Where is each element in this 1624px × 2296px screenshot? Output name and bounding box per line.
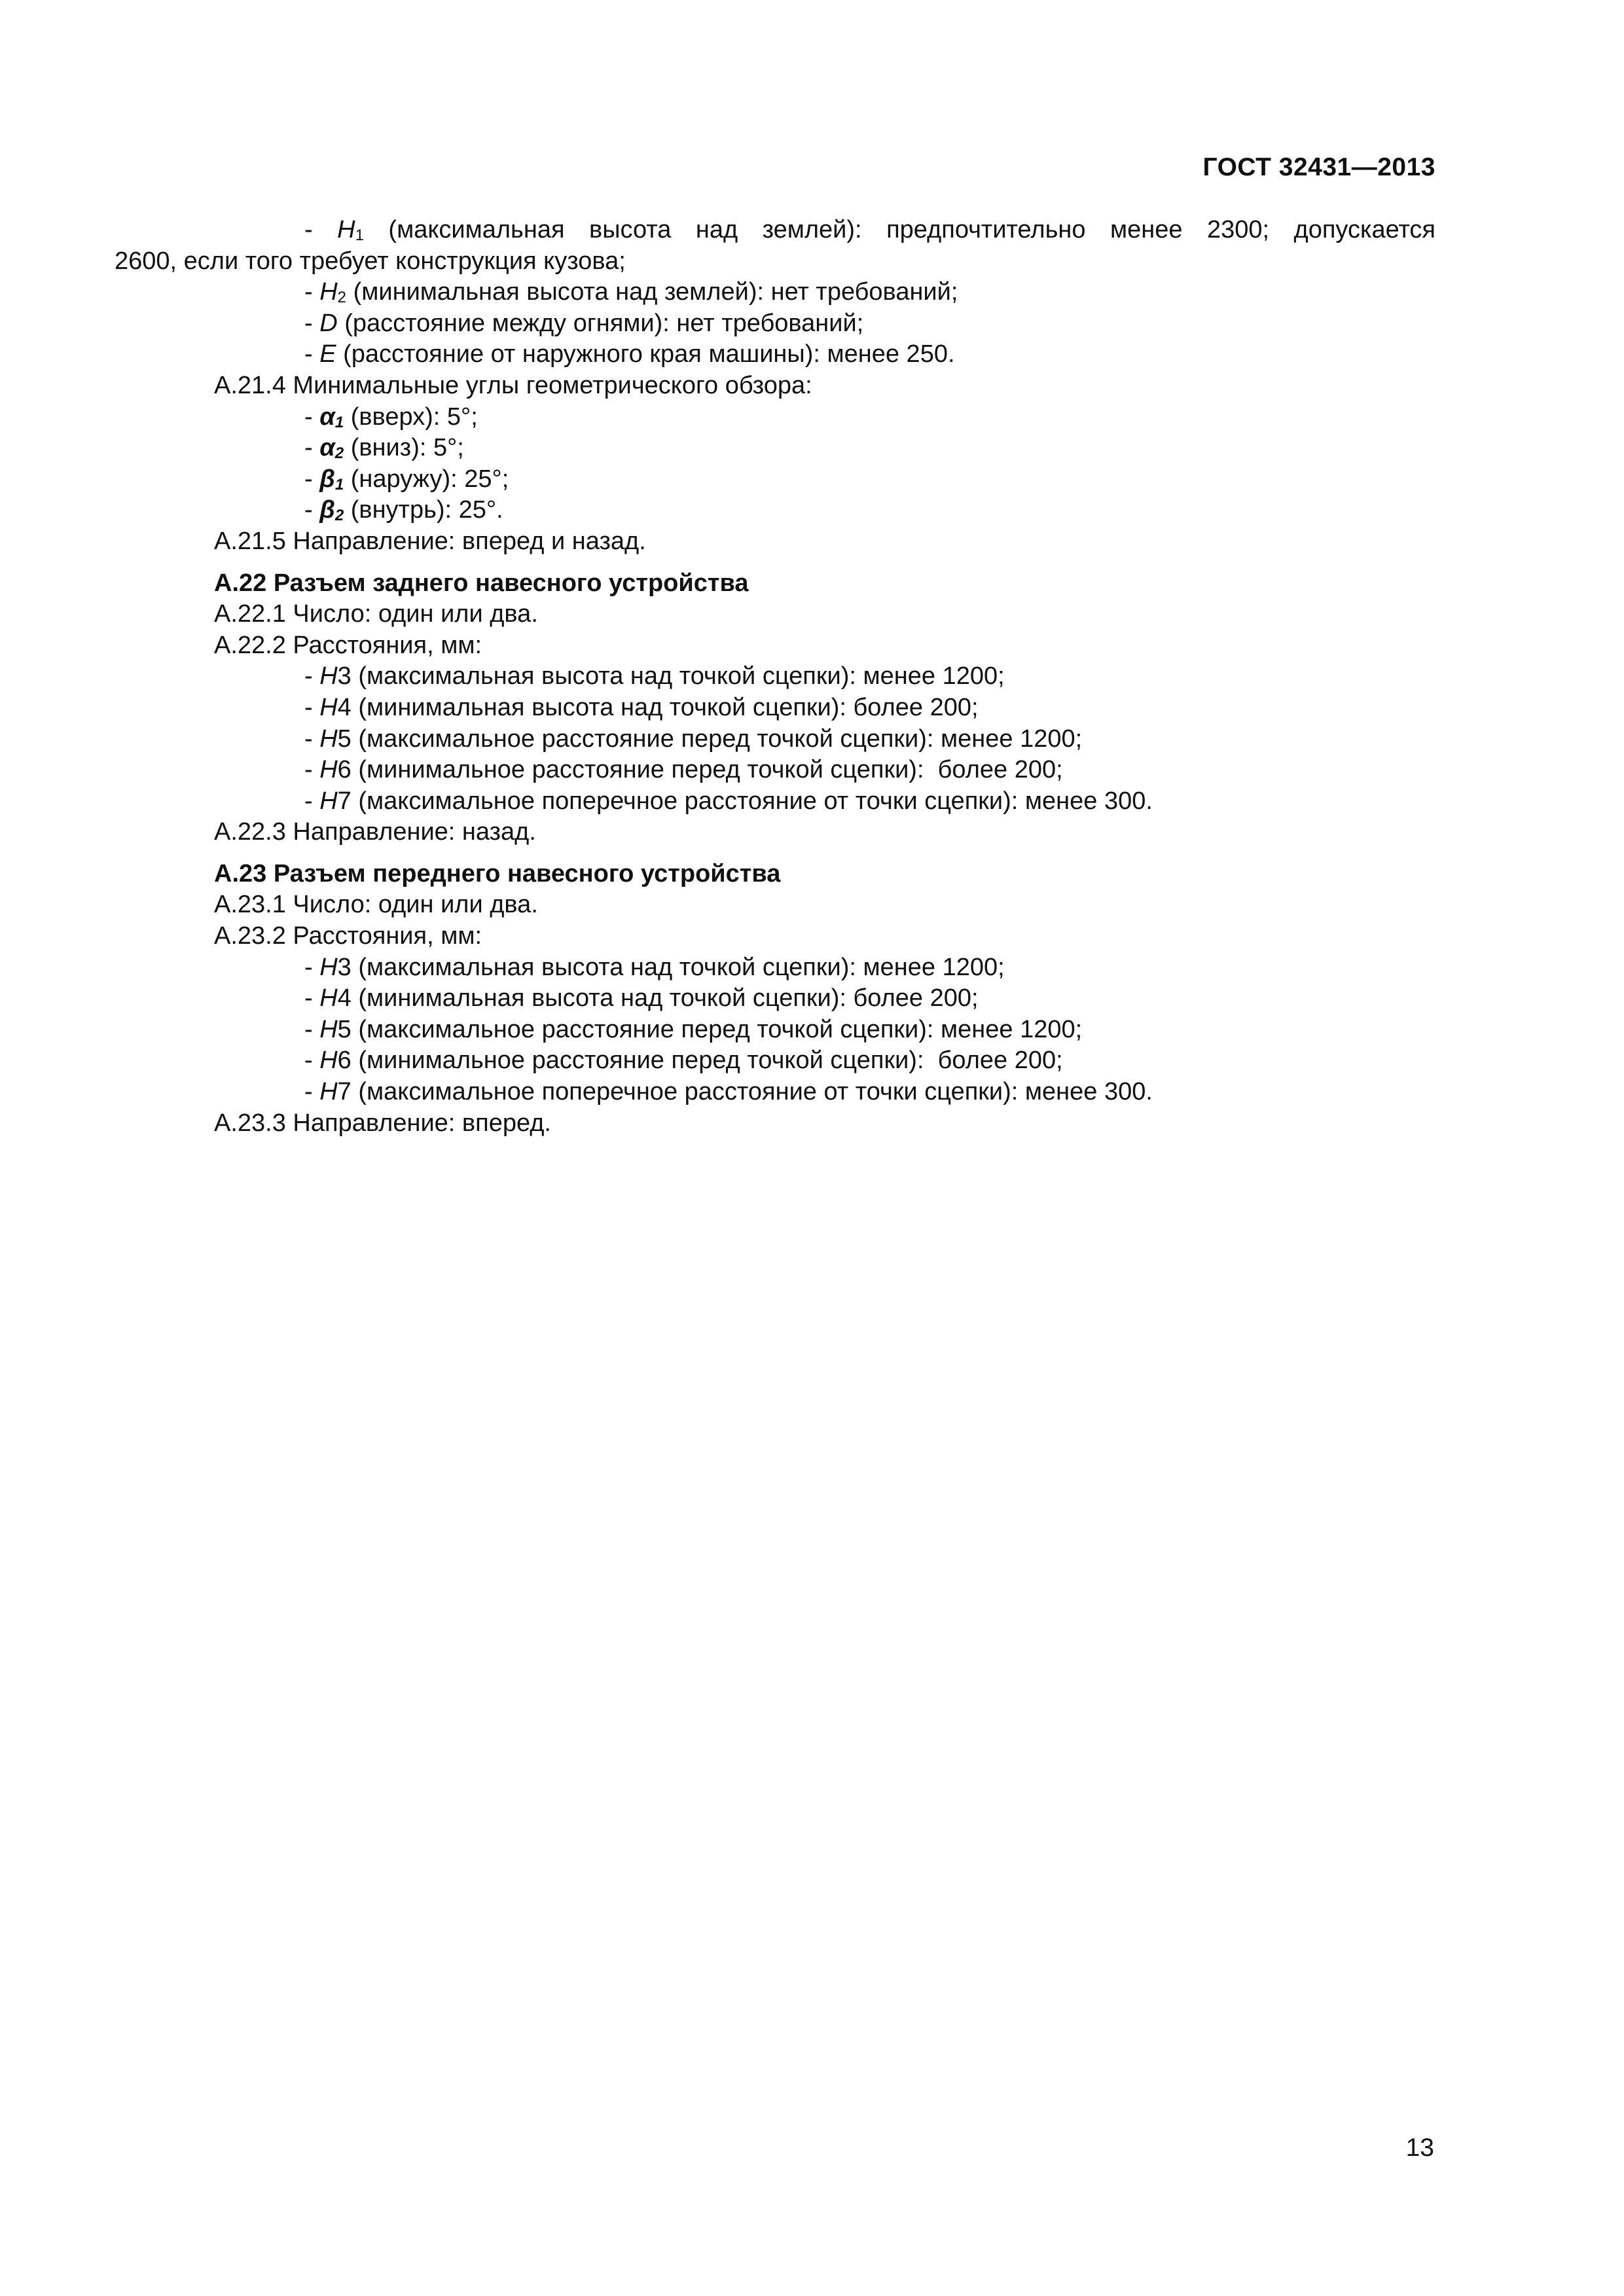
symbol-h: H <box>337 216 355 243</box>
symbol-h: H <box>319 278 338 306</box>
list-item: - H7 (максимальное поперечное расстояние от точки сцепки): менее 300. <box>304 787 1153 815</box>
symbol-h: H <box>319 984 338 1013</box>
paragraph-a22-3: А.22.3 Направление: назад. <box>214 818 536 846</box>
list-item: - H3 (максимальная высота над точкой сцепки): менее 1200; <box>304 953 1005 981</box>
list-item: - H5 (максимальное расстояние перед точкой сцепки): менее 1200; <box>304 725 1083 753</box>
symbol-h: H <box>319 1078 338 1106</box>
section-heading-a23: А.23 Разъем переднего навесного устройства <box>214 859 781 888</box>
list-item: - H4 (минимальная высота над точкой сцепки): более 200; <box>304 693 979 721</box>
document-body <box>115 215 1435 1139</box>
symbol-h: H <box>319 756 338 784</box>
item-beta1: - $\beta_1$ (наружу): 25°; <box>304 465 509 493</box>
paragraph-a23-2: А.23.2 Расстояния, мм: <box>214 922 482 950</box>
paragraph-a22-2: А.22.2 Расстояния, мм: <box>214 631 482 659</box>
symbol-d: D <box>319 309 338 337</box>
symbol-alpha: α <box>319 434 335 462</box>
paragraph-a22-1: А.22.1 Число: один или два. <box>214 600 538 628</box>
symbol-beta: β <box>319 496 335 524</box>
item-alpha1: - $\alpha_1$ (вверх): 5°; <box>304 403 478 431</box>
symbol-e: E <box>319 340 336 368</box>
symbol-alpha: α <box>319 403 335 431</box>
item-d: - D (расстояние между огнями): нет требований; <box>304 309 864 337</box>
list-item: - H6 (минимальное расстояние перед точкой сцепки): более 200; <box>304 1047 1063 1075</box>
standard-code: ГОСТ 32431—2013 <box>1202 153 1435 181</box>
item-h1-continuation: 2600, если того требует конструкция кузова; <box>115 247 626 275</box>
symbol-beta: β <box>319 465 335 493</box>
section-heading-a22: А.22 Разъем заднего навесного устройства <box>214 569 749 597</box>
symbol-h: H <box>319 693 338 721</box>
item-h2: - $H_2$ (минимальная высота над землей): нет требований; <box>304 278 958 307</box>
list-item: - H3 (максимальная высота над точкой сцепки): менее 1200; <box>304 662 1005 691</box>
list-item: - H5 (максимальное расстояние перед точкой сцепки): менее 1200; <box>304 1015 1083 1043</box>
paragraph-a23-3: А.23.3 Направление: вперед. <box>214 1109 551 1137</box>
paragraph-a21-5: А.21.5 Направление: вперед и назад. <box>214 527 646 555</box>
list-item: - H4 (минимальная высота над точкой сцепки): более 200; <box>304 984 979 1013</box>
item-alpha2: - $\alpha_2$ (вниз): 5°; <box>304 434 464 463</box>
list-item: - H6 (минимальное расстояние перед точкой сцепки): более 200; <box>304 756 1063 784</box>
symbol-h: H <box>319 1015 338 1043</box>
page-number: 13 <box>1405 2134 1434 2162</box>
paragraph-a23-1: А.23.1 Число: один или два. <box>214 891 538 919</box>
symbol-h: H <box>319 1047 338 1075</box>
item-h1: - $H_1$ (максимальная высота над землей): предпочтительно менее 2300; допускается <box>304 216 1436 244</box>
list-item: - H7 (максимальное поперечное расстояние от точки сцепки): менее 300. <box>304 1078 1153 1106</box>
symbol-h: H <box>319 725 338 753</box>
symbol-h: H <box>319 662 338 691</box>
item-beta2: - $\beta_2$ (внутрь): 25°. <box>304 496 503 525</box>
paragraph-a21-4: А.21.4 Минимальные углы геометрического обзора: <box>214 371 812 399</box>
symbol-h: H <box>319 787 338 815</box>
item-e: - E (расстояние от наружного края машины): менее 250. <box>304 340 955 368</box>
symbol-h: H <box>319 953 338 981</box>
